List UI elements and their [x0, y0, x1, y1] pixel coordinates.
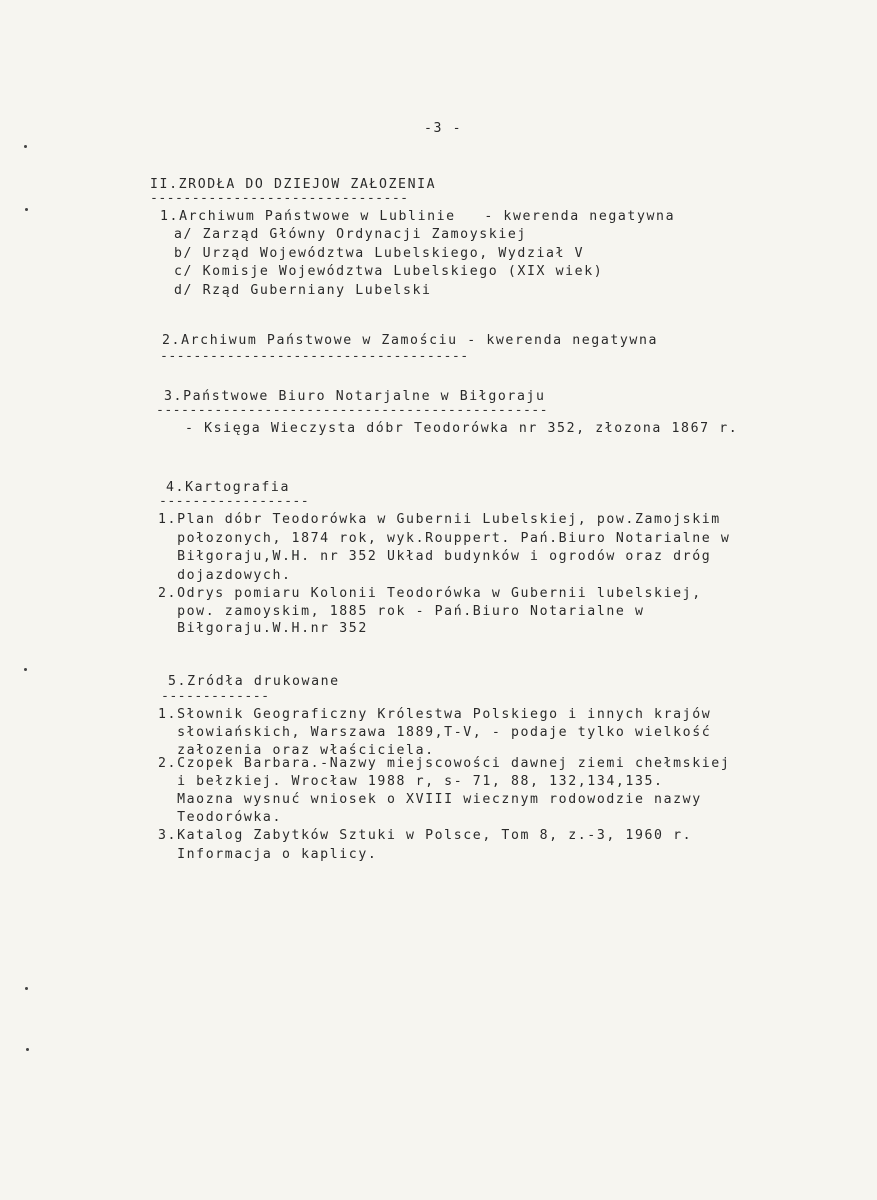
- source-3-heading: 3.Państwowe Biuro Notarjalne w Biłgoraju: [164, 389, 546, 404]
- source-4-line: pow. zamoyskim, 1885 rok - Pań.Biuro Notarialne w: [158, 604, 645, 619]
- source-4-underline: ------------------: [159, 494, 310, 509]
- margin-mark: [26, 1048, 29, 1051]
- source-5-line: Maozna wysnuć wniosek o XVIII wiecznym rodowodzie nazwy: [158, 792, 702, 807]
- source-4-line: 2.Odrys pomiaru Kolonii Teodorówka w Gubernii lubelskiej,: [158, 586, 702, 601]
- source-4-line: Biłgoraju,W.H. nr 352 Układ budynków i ogrodów oraz dróg: [158, 549, 712, 564]
- source-5-line: i bełzkiej. Wrocław 1988 r, s- 71, 88, 132,134,135.: [158, 774, 664, 789]
- source-5-line: 3.Katalog Zabytków Sztuki w Polsce, Tom 8, z.-3, 1960 r.: [158, 828, 693, 843]
- source-4-line: dojazdowych.: [158, 568, 292, 583]
- source-3-item: - Księga Wieczysta dóbr Teodorówka nr 352, złozona 1867 r.: [185, 421, 739, 436]
- source-1-item-a: a/ Zarząd Główny Ordynacji Zamoyskiej: [174, 227, 527, 242]
- source-5-line: Informacja o kaplicy.: [158, 847, 378, 862]
- source-1-heading: 1.Archiwum Państwowe w Lublinie - kwerenda negatywna: [160, 209, 676, 224]
- source-5-line: załozenia oraz właściciela.: [158, 743, 435, 758]
- source-4-line: 1.Plan dóbr Teodorówka w Gubernii Lubelskiej, pow.Zamojskim: [158, 512, 721, 527]
- source-4-heading: 4.Kartografia: [166, 480, 291, 495]
- source-5-heading: 5.Zródła drukowane: [168, 674, 340, 689]
- page-number: -3 -: [424, 121, 463, 136]
- source-4-line: Biłgoraju.W.H.nr 352: [158, 621, 368, 636]
- margin-mark: [25, 987, 28, 990]
- section-title: II.ZRODŁA DO DZIEJOW ZAŁOZENIA: [150, 177, 437, 192]
- margin-mark: [24, 668, 27, 671]
- source-5-underline: -------------: [161, 689, 270, 704]
- section-title-underline: -------------------------------: [150, 191, 409, 206]
- source-2-underline: -------------------------------------: [160, 349, 469, 364]
- margin-mark: [25, 208, 28, 211]
- source-5-line: 1.Słownik Geograficzny Królestwa Polskiego i innych krajów: [158, 707, 712, 722]
- source-5-line: Teodorówka.: [158, 810, 283, 825]
- source-1-item-c: c/ Komisje Województwa Lubelskiego (XIX wiek): [174, 264, 604, 279]
- source-5-line: 2.Czopek Barbara.-Nazwy miejscowości dawnej ziemi chełmskiej: [158, 756, 731, 771]
- source-2-heading: 2.Archiwum Państwowe w Zamościu - kwerenda negatywna: [162, 333, 659, 348]
- source-1-item-b: b/ Urząd Województwa Lubelskiego, Wydział V: [174, 246, 585, 261]
- source-1-item-d: d/ Rząd Guberniany Lubelski: [174, 283, 432, 298]
- source-3-underline: -----------------------------------------------: [156, 403, 548, 418]
- source-5-line: słowiańskich, Warszawa 1889,T-V, - podaje tylko wielkość: [158, 725, 712, 740]
- source-4-line: połozonych, 1874 rok, wyk.Rouppert. Pań.Biuro Notarialne w: [158, 531, 731, 546]
- margin-mark: [24, 145, 27, 148]
